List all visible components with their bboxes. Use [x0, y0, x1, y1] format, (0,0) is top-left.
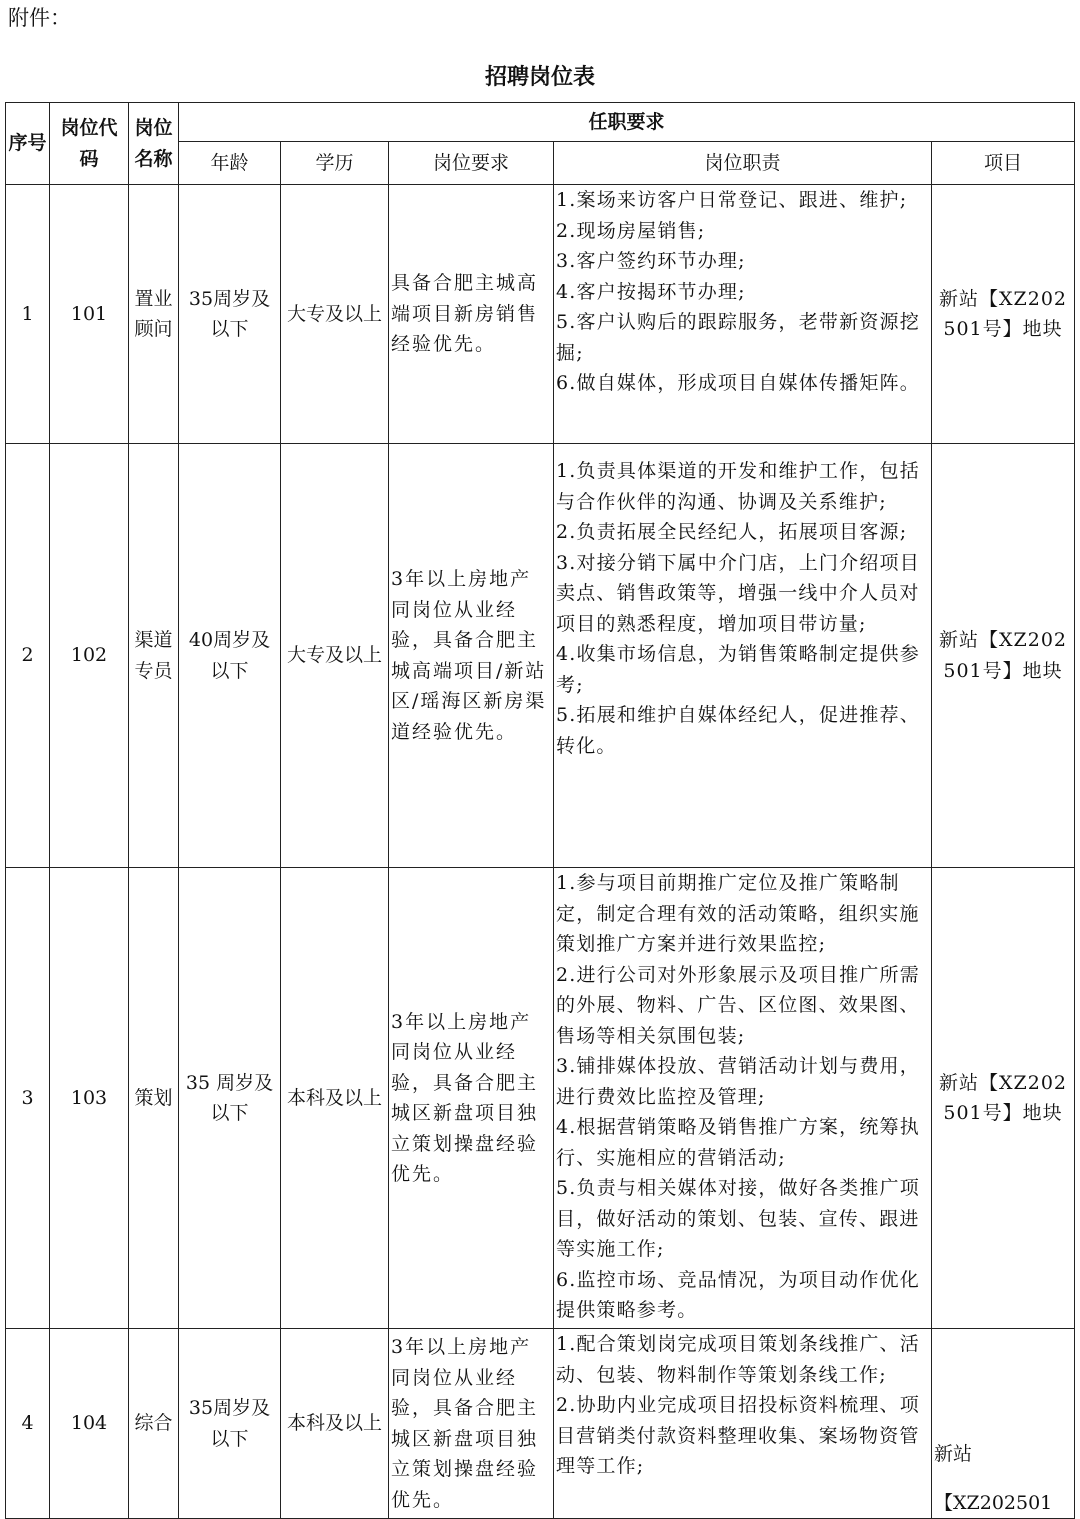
table-row [6, 444, 1075, 868]
header-project: 项目 [932, 142, 1075, 185]
row-education: 本科及以上 [281, 868, 389, 1329]
duty-item: 6.做自媒体，形成项目自媒体传播矩阵。 [556, 372, 920, 394]
row-education: 大专及以上 [281, 444, 389, 868]
duty-item: 5.客户认购后的跟踪服务，老带新资源挖掘; [556, 311, 920, 364]
row-code: 103 [50, 868, 129, 1329]
row-requirement: 3年以上房地产同岗位从业经验，具备合肥主城区新盘项目独立策划操盘经验优先。 [389, 1329, 554, 1519]
project-line: 【XZ202501 [934, 1491, 1053, 1514]
row-seq: 1 [6, 185, 50, 444]
header-seq: 序号 [6, 103, 50, 185]
row-age: 40周岁及以下 [179, 444, 281, 868]
table-row [6, 185, 1075, 444]
duty-item: 5.负责与相关媒体对接，做好各类推广项目，做好活动的策划、包装、宣传、跟进等实施工作; [556, 1177, 920, 1260]
row-project: 新站【XZ202501号】地块 [932, 444, 1075, 868]
row-duties [554, 868, 932, 1329]
row-requirement: 具备合肥主城高端项目新房销售经验优先。 [389, 185, 554, 444]
duty-item: 6.监控市场、竞品情况，为项目动作优化提供策略参考。 [556, 1268, 920, 1321]
header-education: 学历 [281, 142, 389, 185]
row-project: 新站【XZ202501号】地块 [932, 868, 1075, 1329]
table-row [6, 1329, 1075, 1519]
row-seq: 3 [6, 868, 50, 1329]
header-age: 年龄 [179, 142, 281, 185]
row-project: 新站【XZ202501号】地块 [932, 185, 1075, 444]
duty-item: 2.进行公司对外形象展示及项目推广所需的外展、物料、广告、区位图、效果图、售场等相关氛围包装; [556, 963, 920, 1047]
row-duties [554, 1329, 932, 1519]
duty-item: 1.配合策划岗完成项目策划条线推广、活动、包装、物料制作等策划条线工作; [556, 1333, 920, 1386]
table-row [6, 868, 1075, 1329]
header-row-1 [6, 103, 1075, 142]
row-education: 大专及以上 [281, 185, 389, 444]
duty-item: 2.现场房屋销售; [556, 219, 706, 242]
header-job-requirements: 岗位要求 [389, 142, 554, 185]
row-requirement: 3年以上房地产同岗位从业经验，具备合肥主城区新盘项目独立策划操盘经验优先。 [389, 868, 554, 1329]
duty-item: 3.客户签约环节办理; [556, 250, 746, 272]
row-code: 102 [50, 444, 129, 868]
header-requirements-group: 任职要求 [179, 103, 1075, 142]
row-duties [554, 444, 932, 868]
duty-item: 4.根据营销策略及销售推广方案，统筹执行、实施相应的营销活动; [556, 1116, 920, 1169]
duty-item: 5.拓展和维护自媒体经纪人，促进推荐、转化。 [556, 704, 920, 757]
duty-item: 2.负责拓展全民经纪人，拓展项目客源; [556, 521, 908, 543]
row-requirement: 3年以上房地产同岗位从业经验，具备合肥主城高端项目/新站区/瑶海区新房渠道经验优先。 [389, 444, 554, 868]
row-name: 置业顾问 [129, 185, 179, 444]
row-project [932, 1329, 1075, 1519]
row-duties [554, 185, 932, 444]
document-title: 招聘岗位表 [484, 64, 595, 90]
row-age: 35 周岁及以下 [179, 868, 281, 1329]
row-name: 策划 [129, 868, 179, 1329]
recruitment-table [5, 102, 1075, 1519]
header-name: 岗位名称 [129, 103, 179, 185]
row-age: 35周岁及以下 [179, 1329, 281, 1519]
header-code: 岗位代码 [50, 103, 129, 185]
duty-item: 1.案场来访客户日常登记、跟进、维护; [556, 189, 908, 211]
row-name: 综合 [129, 1329, 179, 1519]
project-line: 新站 [934, 1443, 973, 1465]
row-age: 35周岁及以下 [179, 185, 281, 444]
row-seq: 2 [6, 444, 50, 868]
row-seq: 4 [6, 1329, 50, 1519]
duty-item: 4.收集市场信息，为销售策略制定提供参考; [556, 643, 920, 696]
row-code: 104 [50, 1329, 129, 1519]
row-code: 101 [50, 185, 129, 444]
duty-item: 3.铺排媒体投放、营销活动计划与费用，进行费效比监控及管理; [556, 1055, 920, 1108]
duty-item: 1.负责具体渠道的开发和维护工作，包括与合作伙伴的沟通、协调及关系维护; [556, 460, 920, 513]
duty-item: 4.客户按揭环节办理; [556, 280, 746, 303]
row-education: 本科及以上 [281, 1329, 389, 1519]
duty-item: 1.参与项目前期推广定位及推广策略制定，制定合理有效的活动策略，组织实施策划推广方案并进行效果监控; [556, 872, 920, 955]
row-name: 渠道专员 [129, 444, 179, 868]
attachment-label: 附件： [8, 6, 71, 30]
duty-item: 3.对接分销下属中介门店，上门介绍项目卖点、销售政策等，增强一线中介人员对项目的熟悉程度，增加项目带访量; [556, 551, 920, 635]
duty-item: 2.协助内业完成项目招投标资料梳理、项目营销类付款资料整理收集、案场物资管理等工作; [556, 1394, 920, 1477]
header-duties: 岗位职责 [554, 142, 932, 185]
